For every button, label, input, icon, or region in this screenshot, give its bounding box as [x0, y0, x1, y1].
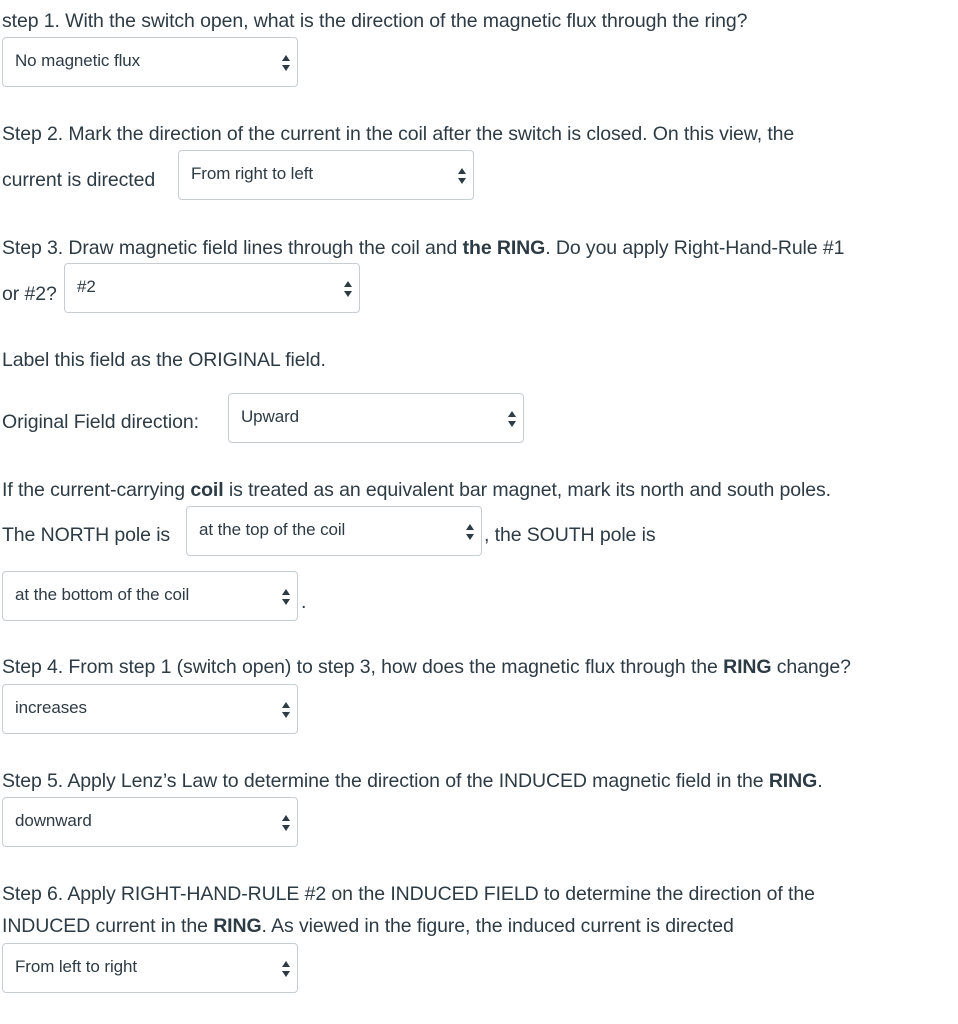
step2-selected-value: From right to left	[191, 164, 313, 183]
step1-question: step 1. With the switch open, what is the direction of the magnetic flux through the ring?	[2, 10, 748, 32]
step2-current-direction-select[interactable]	[178, 150, 474, 200]
step4-text-post: change?	[771, 656, 851, 678]
select-arrows-icon	[508, 410, 516, 428]
south-pole-select[interactable]	[2, 571, 298, 621]
step3-rule-select[interactable]	[64, 263, 360, 313]
select-arrows-icon	[466, 523, 474, 541]
south-pole-period: .	[301, 591, 307, 613]
step5-induced-field-select[interactable]	[2, 797, 298, 847]
step3-text-bold: the RING	[462, 237, 546, 259]
step6-text-post: . As viewed in the figure, the induced current is directed	[261, 915, 734, 937]
step2-text-line2: current is directed	[2, 169, 156, 191]
north-pole-select[interactable]	[186, 506, 482, 556]
poles-text-pre: If the current-carrying	[2, 479, 191, 501]
step4-selected-value: increases	[15, 698, 87, 717]
step3-text-line1	[2, 236, 844, 260]
step4-text	[2, 655, 851, 679]
original-field-direction-select[interactable]	[228, 393, 524, 443]
step5-text-bold: RING	[768, 770, 818, 792]
poles-text-line1	[2, 478, 831, 502]
step6-text-bold: RING	[213, 915, 262, 937]
step6-text-line1: Step 6. Apply RIGHT-HAND-RULE #2 on the INDUCED FIELD to determine the direction of the	[2, 883, 815, 905]
south-pole-selected-value: at the bottom of the coil	[15, 585, 190, 604]
select-arrows-icon	[282, 54, 290, 72]
step3-text-line2: or #2?	[2, 283, 57, 305]
step4-text-pre: Step 4. From step 1 (switch open) to step 3, how does the magnetic flux through the	[2, 656, 724, 678]
step6-text-pre: INDUCED current in the	[2, 915, 214, 937]
step3-text-pre: Step 3. Draw magnetic field lines through the coil and	[2, 237, 463, 259]
step1-flux-direction-select[interactable]	[2, 37, 298, 87]
step5-text	[2, 769, 823, 793]
step4-flux-change-select[interactable]	[2, 684, 298, 734]
step5-text-post: .	[817, 770, 823, 792]
step2-text-line1: Step 2. Mark the direction of the current in the coil after the switch is closed. On this view, the	[2, 123, 795, 145]
step5-text-pre: Step 5. Apply Lenz’s Law to determine the direction of the INDUCED magnetic field in the	[2, 770, 769, 792]
step6-induced-current-select[interactable]	[2, 943, 298, 993]
north-pole-selected-value: at the top of the coil	[199, 520, 346, 539]
step5-selected-value: downward	[15, 811, 92, 830]
step6-text-line2	[2, 914, 734, 938]
step6-selected-value: From left to right	[15, 957, 137, 976]
poles-text-post: is treated as an equivalent bar magnet, mark its north and south poles.	[223, 479, 831, 501]
select-arrows-icon	[282, 814, 290, 832]
select-arrows-icon	[282, 588, 290, 606]
select-arrows-icon	[458, 167, 466, 185]
select-arrows-icon	[344, 280, 352, 298]
south-pole-label: , the SOUTH pole is	[484, 524, 656, 546]
poles-text-bold: coil	[190, 479, 224, 501]
step1-selected-value: No magnetic flux	[15, 51, 141, 70]
select-arrows-icon	[282, 960, 290, 978]
step3-selected-value: #2	[77, 277, 96, 296]
original-field-label: Original Field direction:	[2, 411, 199, 433]
step4-text-bold: RING	[723, 656, 772, 678]
north-pole-label: The NORTH pole is	[2, 524, 171, 546]
step3-text-post: . Do you apply Right-Hand-Rule #1	[545, 237, 845, 259]
select-arrows-icon	[282, 701, 290, 719]
original-field-selected-value: Upward	[241, 407, 299, 426]
label-field-note: Label this field as the ORIGINAL field.	[2, 349, 326, 371]
